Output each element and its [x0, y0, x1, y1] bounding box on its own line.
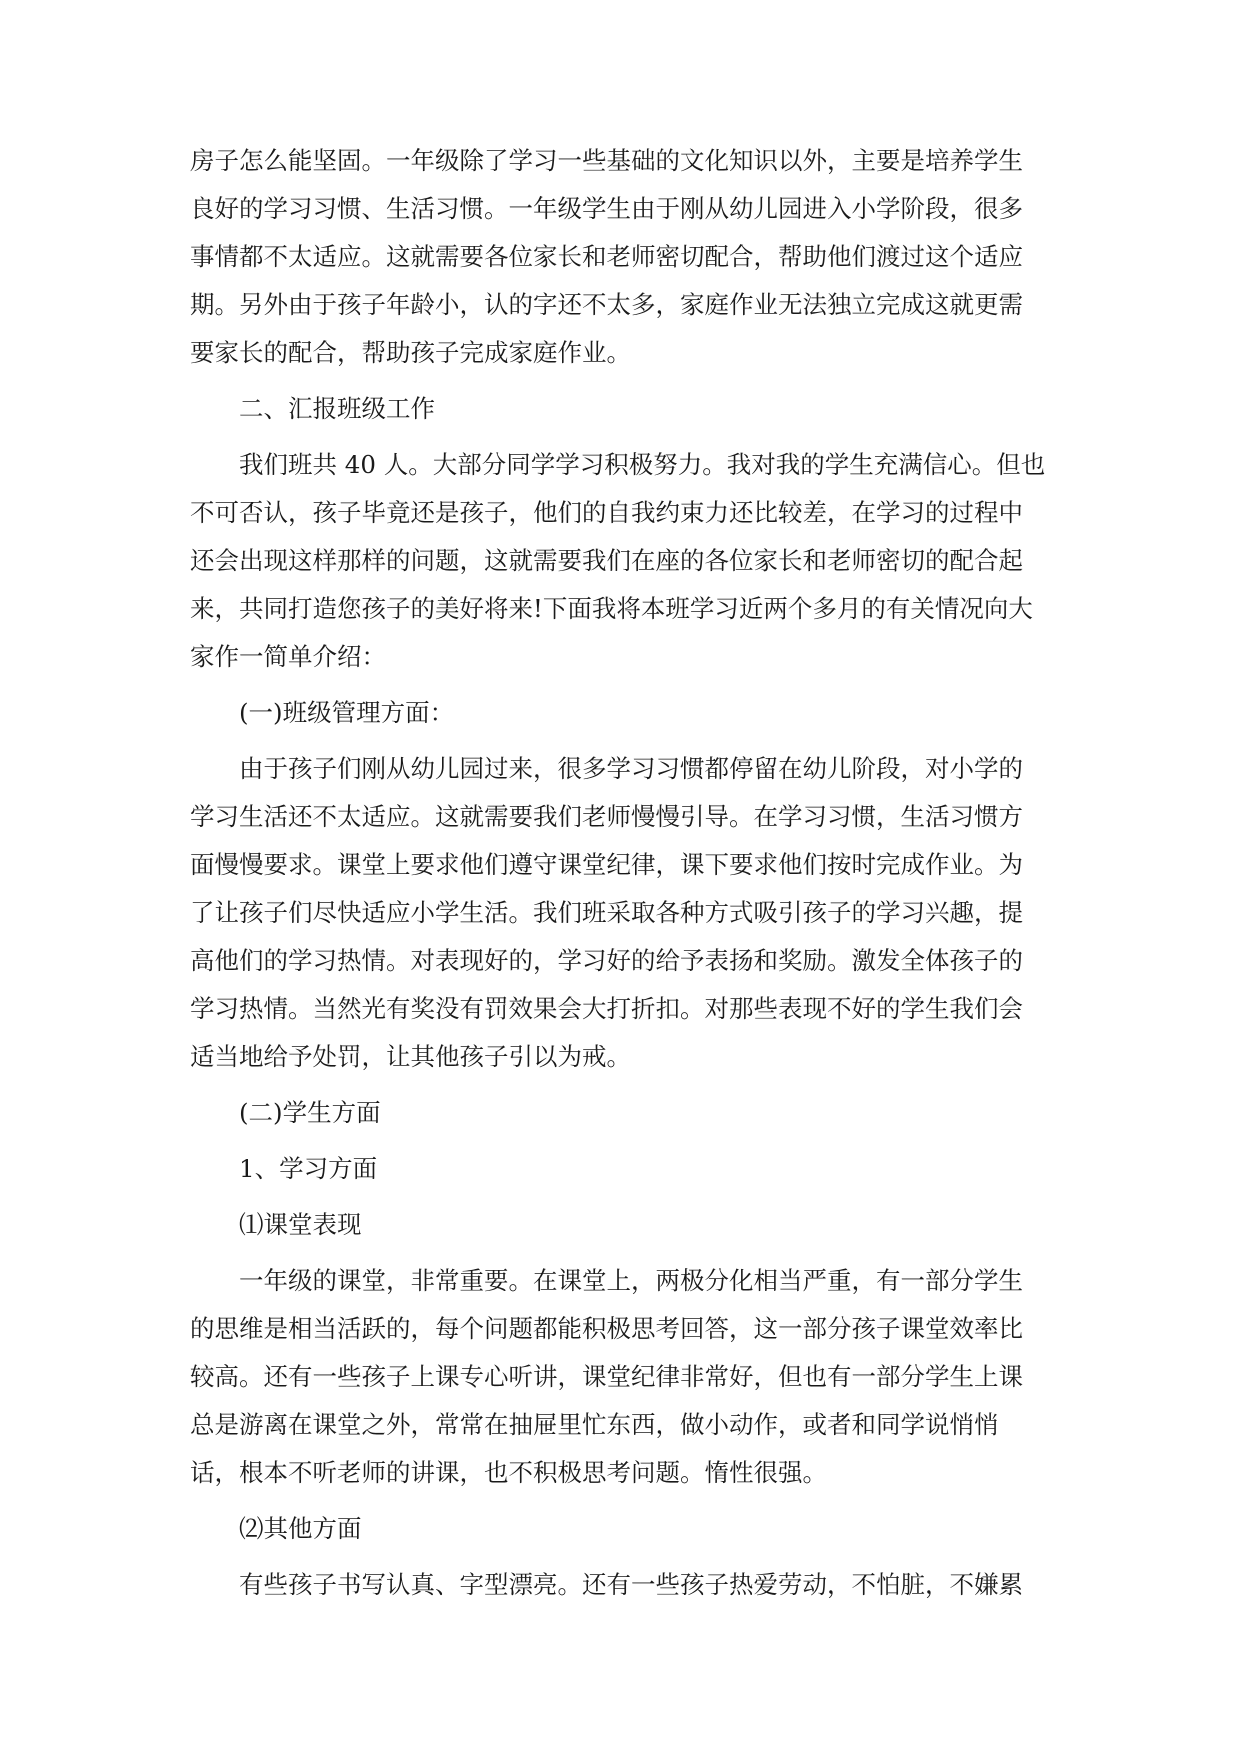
text-line: 一年级的课堂，非常重要。在课堂上，两极分化相当严重，有一部分学生 — [239, 1266, 1023, 1295]
section-heading — [190, 1201, 1058, 1249]
block-spacer — [190, 1137, 1058, 1145]
text-line: ⑵其他方面 — [239, 1514, 362, 1543]
text-line: 话，根本不听老师的讲课，也不积极思考问题。惰性很强。 — [190, 1458, 827, 1487]
block-spacer — [190, 1081, 1058, 1089]
text-line: 事情都不太适应。这就需要各位家长和老师密切配合，帮助他们渡过这个适应 — [190, 242, 1023, 271]
text-line: 学习热情。当然光有奖没有罚效果会大打折扣。对那些表现不好的学生我们会 — [190, 994, 1023, 1023]
block-spacer — [190, 1249, 1058, 1257]
block-spacer — [190, 1553, 1058, 1561]
text-line: (二)学生方面 — [239, 1098, 381, 1127]
text-line: 房子怎么能坚固。一年级除了学习一些基础的文化知识以外，主要是培养学生 — [190, 146, 1023, 175]
section-heading — [190, 1145, 1058, 1193]
paragraph — [190, 1257, 1058, 1497]
text-line: 总是游离在课堂之外，常常在抽屉里忙东西，做小动作，或者和同学说悄悄 — [190, 1410, 999, 1439]
text-line: 1、学习方面 — [239, 1154, 378, 1183]
text-line: 的思维是相当活跃的，每个问题都能积极思考回答，这一部分孩子课堂效率比 — [190, 1314, 1023, 1343]
text-line: 高他们的学习热情。对表现好的，学习好的给予表扬和奖励。激发全体孩子的 — [190, 946, 1023, 975]
text-line: 家作一简单介绍： — [190, 642, 386, 671]
paragraph — [190, 137, 1058, 377]
text-line: 较高。还有一些孩子上课专心听讲，课堂纪律非常好，但也有一部分学生上课 — [190, 1362, 1023, 1391]
section-heading — [190, 1089, 1058, 1137]
text-line: 良好的学习习惯、生活习惯。一年级学生由于刚从幼儿园进入小学阶段，很多 — [190, 194, 1023, 223]
block-spacer — [190, 377, 1058, 385]
paragraph — [190, 441, 1058, 681]
text-line: 由于孩子们刚从幼儿园过来，很多学习习惯都停留在幼儿阶段，对小学的 — [239, 754, 1023, 783]
paragraph — [190, 745, 1058, 1081]
text-line: 学习生活还不太适应。这就需要我们老师慢慢引导。在学习习惯，生活习惯方 — [190, 802, 1023, 831]
block-spacer — [190, 1193, 1058, 1201]
section-heading — [190, 689, 1058, 737]
text-line: 我们班共 40 人。大部分同学学习积极努力。我对我的学生充满信心。但也 — [239, 450, 1046, 479]
section-heading — [190, 1505, 1058, 1553]
text-line: (一)班级管理方面： — [239, 698, 455, 727]
block-spacer — [190, 681, 1058, 689]
text-line: 二、汇报班级工作 — [239, 394, 435, 423]
text-line: 了让孩子们尽快适应小学生活。我们班采取各种方式吸引孩子的学习兴趣，提 — [190, 898, 1023, 927]
text-line: 不可否认，孩子毕竟还是孩子，他们的自我约束力还比较差，在学习的过程中 — [190, 498, 1023, 527]
text-line: 还会出现这样那样的问题，这就需要我们在座的各位家长和老师密切的配合起 — [190, 546, 1023, 575]
text-line: 面慢慢要求。课堂上要求他们遵守课堂纪律，课下要求他们按时完成作业。为 — [190, 850, 1023, 879]
text-line: 期。另外由于孩子年龄小，认的字还不太多，家庭作业无法独立完成这就更需 — [190, 290, 1023, 319]
block-spacer — [190, 433, 1058, 441]
text-line: 适当地给予处罚，让其他孩子引以为戒。 — [190, 1042, 631, 1071]
paragraph — [190, 1561, 1058, 1609]
text-line: 来，共同打造您孩子的美好将来!下面我将本班学习近两个多月的有关情况向大 — [190, 594, 1033, 623]
block-spacer — [190, 1497, 1058, 1505]
text-line: 要家长的配合，帮助孩子完成家庭作业。 — [190, 338, 631, 367]
text-line: 有些孩子书写认真、字型漂亮。还有一些孩子热爱劳动，不怕脏，不嫌累 — [239, 1570, 1023, 1599]
text-line: ⑴课堂表现 — [239, 1210, 362, 1239]
document-body — [190, 137, 1058, 1609]
section-heading — [190, 385, 1058, 433]
block-spacer — [190, 737, 1058, 745]
